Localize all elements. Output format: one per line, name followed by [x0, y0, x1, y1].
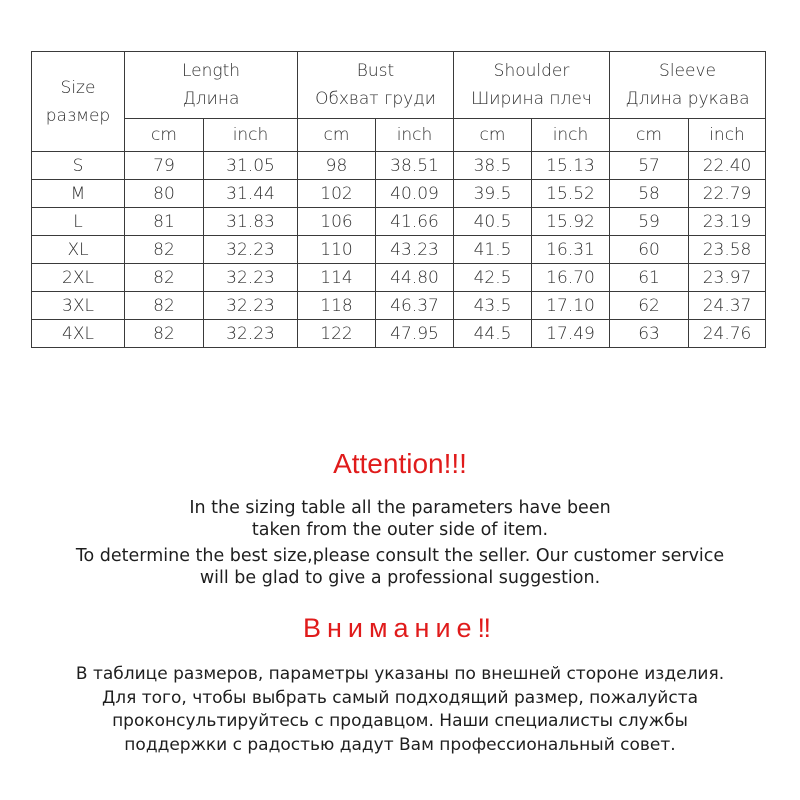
measurement-cell: 16.31	[532, 236, 610, 264]
measurement-cell: 15.92	[532, 208, 610, 236]
measurement-cell: 32.23	[204, 236, 298, 264]
table-row	[32, 264, 766, 292]
attention-ru-line: Для того, чтобы выбрать самый подходящий размер, пожалуйста	[101, 687, 699, 708]
table-header-row	[32, 52, 766, 119]
measurement-cell: 23.97	[689, 264, 766, 292]
unit-header: inch	[376, 119, 454, 152]
unit-header: inch	[532, 119, 610, 152]
measurement-cell: 80	[125, 180, 204, 208]
shoulder-header-ru: Ширина плеч	[471, 89, 592, 109]
size-cell: 3XL	[32, 292, 125, 320]
measurement-cell: 32.23	[204, 264, 298, 292]
measurement-cell: 79	[125, 152, 204, 180]
sleeve-header-ru: Длина рукава	[625, 89, 750, 109]
measurement-cell: 44.80	[376, 264, 454, 292]
measurement-cell: 38.5	[454, 152, 532, 180]
measurement-cell: 41.5	[454, 236, 532, 264]
measurement-cell: 114	[298, 264, 376, 292]
unit-header: cm	[454, 119, 532, 152]
measurement-cell: 17.49	[532, 320, 610, 348]
measurement-cell: 63	[610, 320, 689, 348]
size-column-header	[32, 52, 125, 152]
measurement-cell: 47.95	[376, 320, 454, 348]
measurement-cell: 16.70	[532, 264, 610, 292]
length-header-ru: Длина	[182, 89, 240, 109]
measurement-cell: 31.83	[204, 208, 298, 236]
measurement-cell: 58	[610, 180, 689, 208]
size-cell: L	[32, 208, 125, 236]
size-cell: XL	[32, 236, 125, 264]
attention-ru-title: Внимание‼	[302, 613, 498, 643]
attention-en-line: To determine the best size,please consult the seller. Our customer service	[75, 546, 725, 566]
size-cell: M	[32, 180, 125, 208]
unit-header: cm	[610, 119, 689, 152]
unit-header: inch	[204, 119, 298, 152]
size-cell: S	[32, 152, 125, 180]
measurement-cell: 82	[125, 320, 204, 348]
measurement-cell: 81	[125, 208, 204, 236]
attention-ru-line: поддержки с радостью дадут Вам профессиональный совет.	[124, 734, 676, 755]
measurement-cell: 31.44	[204, 180, 298, 208]
size-header-en: Size	[60, 77, 96, 98]
measurement-cell: 32.23	[204, 292, 298, 320]
bust-group-header	[298, 52, 454, 119]
measurement-cell: 22.40	[689, 152, 766, 180]
measurement-cell: 102	[298, 180, 376, 208]
attention-en-paragraph-2	[0, 545, 800, 589]
measurement-cell: 44.5	[454, 320, 532, 348]
measurement-cell: 98	[298, 152, 376, 180]
size-header-ru: размер	[45, 105, 111, 126]
attention-en-paragraph-1	[0, 497, 800, 541]
measurement-cell: 15.13	[532, 152, 610, 180]
attention-title: Attention!!!	[333, 448, 467, 479]
shoulder-group-header	[454, 52, 610, 119]
measurement-cell: 62	[610, 292, 689, 320]
sleeve-header-en: Sleeve	[659, 61, 716, 81]
measurement-cell: 61	[610, 264, 689, 292]
measurement-cell: 42.5	[454, 264, 532, 292]
length-group-header	[125, 52, 298, 119]
measurement-cell: 32.23	[204, 320, 298, 348]
measurement-cell: 82	[125, 236, 204, 264]
measurement-cell: 40.5	[454, 208, 532, 236]
measurement-cell: 43.5	[454, 292, 532, 320]
table-row	[32, 292, 766, 320]
measurement-cell: 82	[125, 264, 204, 292]
unit-header: cm	[125, 119, 204, 152]
unit-header: cm	[298, 119, 376, 152]
measurement-cell: 24.76	[689, 320, 766, 348]
table-body	[32, 152, 766, 348]
attention-ru-line: В таблице размеров, параметры указаны по внешней стороне изделия.	[75, 664, 725, 684]
attention-en-line: In the sizing table all the parameters have been	[189, 498, 611, 518]
measurement-cell: 31.05	[204, 152, 298, 180]
bust-header-ru: Обхват груди	[315, 89, 436, 109]
table-row	[32, 236, 766, 264]
sleeve-group-header	[610, 52, 766, 119]
measurement-cell: 41.66	[376, 208, 454, 236]
bust-header-en: Bust	[356, 61, 395, 81]
attention-en-line: taken from the outer side of item.	[251, 520, 549, 540]
measurement-cell: 23.58	[689, 236, 766, 264]
table-row	[32, 152, 766, 180]
measurement-cell: 40.09	[376, 180, 454, 208]
measurement-cell: 15.52	[532, 180, 610, 208]
measurement-cell: 82	[125, 292, 204, 320]
measurement-cell: 23.19	[689, 208, 766, 236]
table-unit-row	[32, 119, 766, 152]
measurement-cell: 43.23	[376, 236, 454, 264]
measurement-cell: 38.51	[376, 152, 454, 180]
length-header-en: Length	[181, 61, 241, 81]
unit-header: inch	[689, 119, 766, 152]
size-cell: 4XL	[32, 320, 125, 348]
measurement-cell: 24.37	[689, 292, 766, 320]
measurement-cell: 22.79	[689, 180, 766, 208]
measurement-cell: 106	[298, 208, 376, 236]
measurement-cell: 17.10	[532, 292, 610, 320]
size-cell: 2XL	[32, 264, 125, 292]
measurement-cell: 122	[298, 320, 376, 348]
measurement-cell: 46.37	[376, 292, 454, 320]
attention-en-line: will be glad to give a professional suggestion.	[199, 568, 601, 588]
measurement-cell: 118	[298, 292, 376, 320]
table-row	[32, 208, 766, 236]
size-table	[31, 51, 766, 348]
measurement-cell: 39.5	[454, 180, 532, 208]
measurement-cell: 59	[610, 208, 689, 236]
table-row	[32, 180, 766, 208]
attention-ru-line: проконсультируйтесь с продавцом. Наши специалисты службы	[112, 711, 688, 731]
table-row	[32, 320, 766, 348]
attention-ru-paragraph	[0, 663, 800, 757]
measurement-cell: 60	[610, 236, 689, 264]
measurement-cell: 57	[610, 152, 689, 180]
shoulder-header-en: Shoulder	[493, 61, 570, 81]
measurement-cell: 110	[298, 236, 376, 264]
